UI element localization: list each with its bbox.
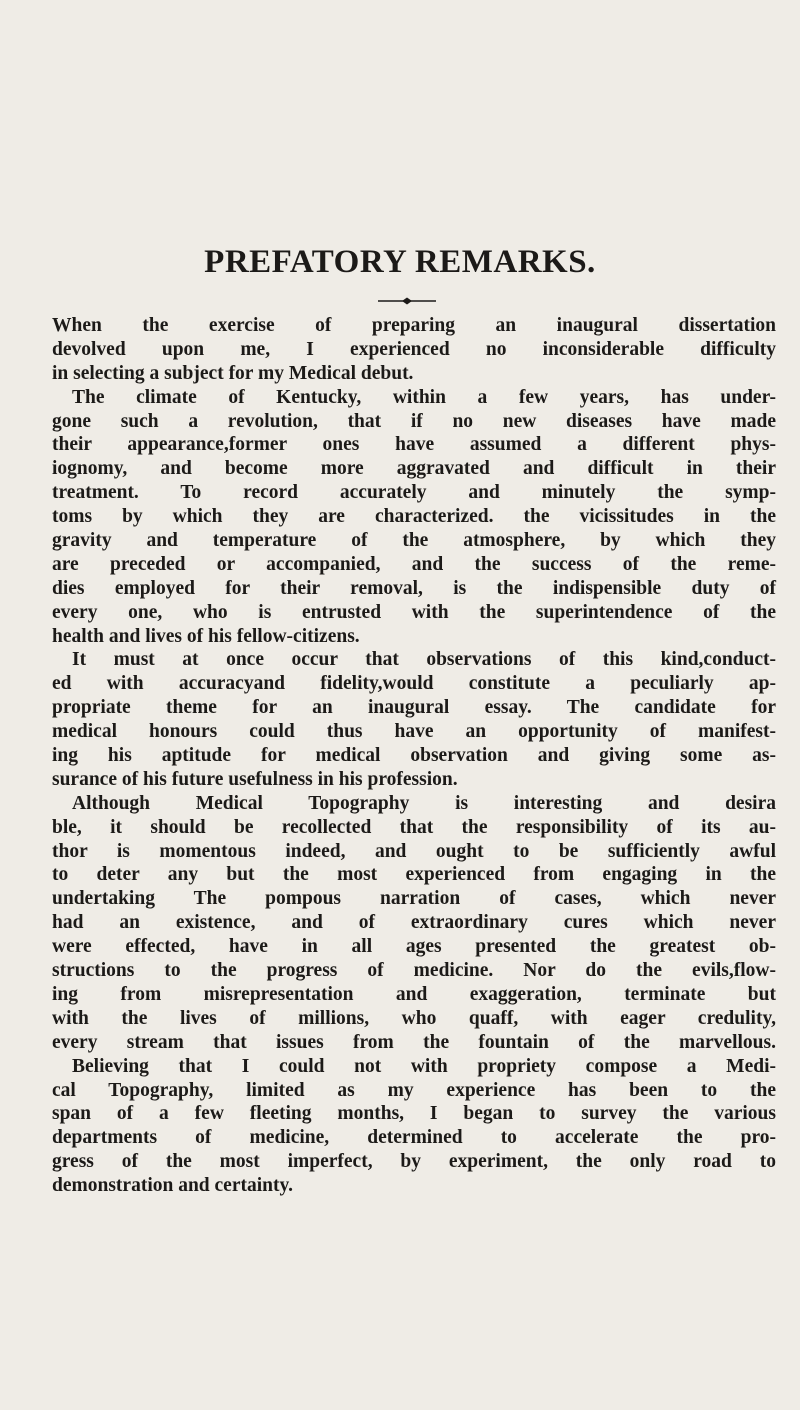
text-line: toms by which they are characterized. the vicissitudes in the	[52, 506, 776, 528]
text-line: demonstration and certainty.	[52, 1175, 294, 1197]
page-title: PREFATORY REMARKS.	[204, 244, 596, 280]
text-line: Although Medical Topography is interesting and desira	[72, 792, 776, 814]
text-line: in selecting a subject for my Medical debut.	[52, 362, 414, 384]
text-line: ble, it should be recollected that the responsibility of its au-	[52, 816, 776, 838]
text-line: every stream that issues from the fountain of the marvellous.	[52, 1031, 776, 1053]
text-line: structions to the progress of medicine. Nor do the evils,flow-	[52, 960, 776, 982]
text-line: every one, who is entrusted with the superintendence of the	[52, 601, 776, 623]
text-line: had an existence, and of extraordinary cures which never	[52, 912, 776, 934]
text-line: undertaking The pompous narration of cases, which never	[52, 888, 776, 910]
text-line: ing his aptitude for medical observation and giving some as-	[52, 745, 776, 767]
text-line: cal Topography, limited as my experience has been to the	[52, 1079, 776, 1101]
text-line: span of a few fleeting months, I began to survey the various	[52, 1103, 776, 1125]
text-line: ing from misrepresentation and exaggeration, terminate but	[52, 983, 776, 1005]
text-line: gravity and temperature of the atmosphere, by which they	[52, 530, 776, 552]
text-line: with the lives of millions, who quaff, with eager credulity,	[52, 1007, 776, 1029]
text-line: were effected, have in all ages presented the greatest ob-	[52, 936, 776, 958]
text-line: Believing that I could not with propriety compose a Medi-	[72, 1055, 776, 1077]
text-line: departments of medicine, determined to accelerate the pro-	[52, 1127, 776, 1149]
text-line: surance of his future usefulness in his profession.	[52, 768, 458, 790]
title-ornament-rule	[378, 296, 436, 306]
text-line: propriate theme for an inaugural essay. The candidate for	[52, 697, 776, 719]
text-line: The climate of Kentucky, within a few years, has under-	[72, 386, 776, 408]
text-line: to deter any but the most experienced from engaging in the	[52, 864, 776, 886]
text-line: their appearance,former ones have assumed a different phys-	[52, 434, 776, 456]
text-line: iognomy, and become more aggravated and difficult in their	[52, 458, 776, 480]
text-line: health and lives of his fellow-citizens.	[52, 625, 360, 647]
text-line: devolved upon me, I experienced no inconsiderable difficulty	[52, 338, 776, 360]
text-line: gress of the most imperfect, by experiment, the only road to	[52, 1151, 776, 1173]
text-line: medical honours could thus have an opportunity of manifest-	[52, 721, 776, 743]
text-line: thor is momentous indeed, and ought to be sufficiently awful	[52, 840, 776, 862]
text-line: gone such a revolution, that if no new diseases have made	[52, 410, 776, 432]
text-line: treatment. To record accurately and minutely the symp-	[52, 482, 776, 504]
text-line: dies employed for their removal, is the indispensible duty of	[52, 577, 776, 599]
text-line: are preceded or accompanied, and the success of the reme-	[52, 553, 776, 575]
body-text	[52, 314, 776, 1198]
text-line: ed with accuracyand fidelity,would constitute a peculiarly ap-	[52, 673, 776, 695]
text-line: It must at once occur that observations of this kind,conduct-	[72, 649, 776, 671]
text-line: When the exercise of preparing an inaugural dissertation	[52, 315, 776, 336]
